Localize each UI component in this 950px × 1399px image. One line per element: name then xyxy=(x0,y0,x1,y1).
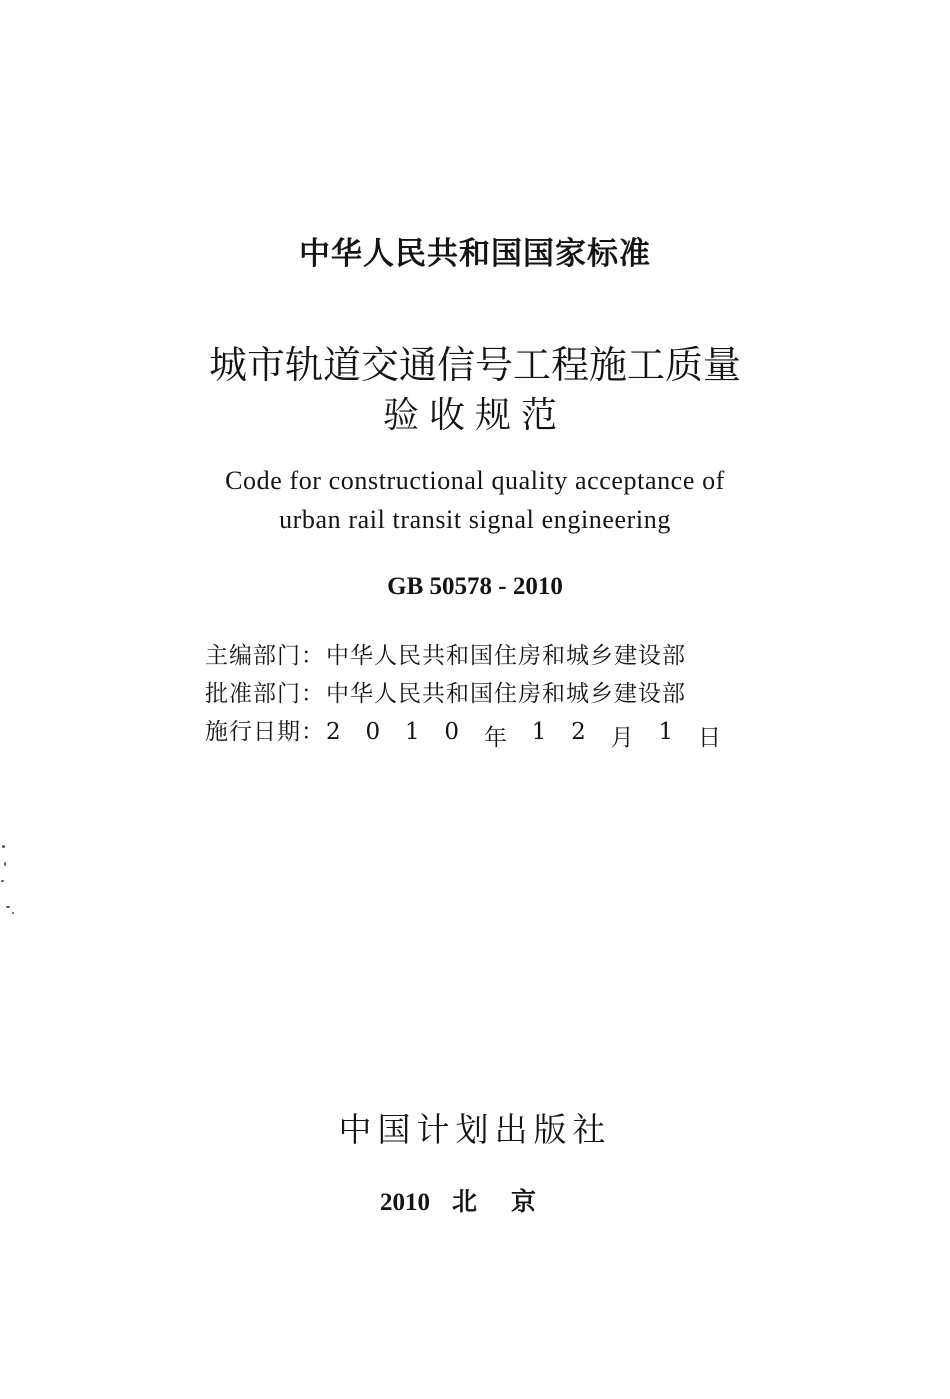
date-char: 日 xyxy=(697,725,721,751)
publication-year-city xyxy=(0,1182,950,1218)
effective-date-row xyxy=(205,713,765,751)
standard-code: GB 50578 - 2010 xyxy=(387,573,563,600)
editor-department-label: 主编部门 xyxy=(205,643,301,669)
date-char: 1 xyxy=(404,719,420,745)
date-char: 年 xyxy=(483,725,507,751)
approver-department-value: 中华人民共和国住房和城乡建设部 xyxy=(326,681,686,707)
publication-city: 北京 xyxy=(451,1187,570,1216)
editor-department-value: 中华人民共和国住房和城乡建设部 xyxy=(326,643,686,669)
scan-speck xyxy=(6,906,10,908)
label-separator: ： xyxy=(301,681,324,707)
scan-speck xyxy=(1,880,4,882)
publication-year: 2010 xyxy=(379,1189,430,1216)
date-char: 0 xyxy=(365,719,381,745)
date-char: 1 xyxy=(531,719,547,745)
title-english-line-1: Code for constructional quality acceptance of xyxy=(225,466,725,495)
date-char: 2 xyxy=(571,719,586,745)
issuing-info-block xyxy=(205,637,765,751)
scan-speck xyxy=(4,862,6,866)
national-standard-heading: 中华人民共和国国家标准 xyxy=(299,236,651,272)
title-chinese-line-1: 城市轨道交通信号工程施工质量 xyxy=(208,343,741,387)
date-char: 月 xyxy=(610,725,634,751)
approver-department-row xyxy=(205,675,765,713)
approver-department-label: 批准部门 xyxy=(205,681,301,707)
scan-speck xyxy=(12,912,14,914)
title-chinese-line-2: 验收规范 xyxy=(382,395,567,436)
scan-speck xyxy=(2,845,5,848)
date-char: 2 xyxy=(326,719,341,745)
publisher-name: 中国计划出版社 xyxy=(338,1110,612,1149)
label-separator: ： xyxy=(301,643,324,669)
editor-department-row xyxy=(205,637,765,675)
label-separator: ： xyxy=(301,719,324,745)
date-char: 0 xyxy=(444,719,460,745)
date-char: 1 xyxy=(658,719,674,745)
effective-date-value xyxy=(326,719,721,752)
title-english-line-2: urban rail transit signal engineering xyxy=(279,505,671,534)
effective-date-label: 施行日期 xyxy=(205,719,301,745)
